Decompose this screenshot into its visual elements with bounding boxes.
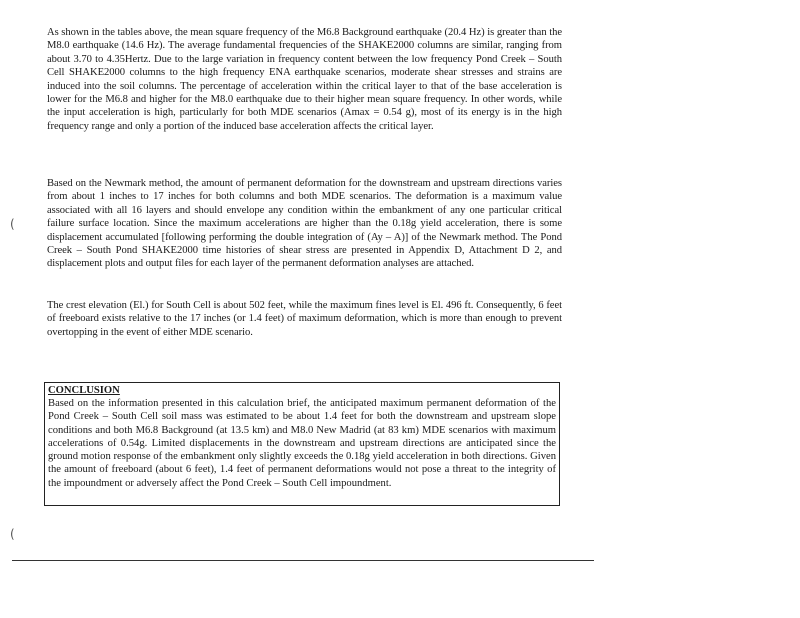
- paragraph-frequency-analysis: As shown in the tables above, the mean square frequency of the M6.8 Background earthquake (20.4 Hz) is greater than the M8.0 earthquake (14.6 Hz). The average fundamental frequencies of the SHAKE2000 columns are similar, ranging from about 3.70 to 4.35Hertz. Due to the large variation in frequency content between the low frequency Pond Creek – South Cell SHAKE2000 columns to the high frequency ENA earthquake scenarios, moderate shear stresses and strains are induced into the soil columns. The percentage of acceleration within the critical layer to that of the base acceleration is lower for the M6.8 and higher for the M8.0 earthquake due to their higher mean square frequency. In other words, while the input acceleration is high, particularly for both MDE scenarios (Amax = 0.54 g), most of its energy is in the high frequency range and only a portion of the induced base acceleration affects the critical layer.: [47, 27, 562, 132]
- paragraph-freeboard: The crest elevation (El.) for South Cell is about 502 feet, while the maximum fines level is El. 496 ft. Consequently, 6 feet of freeboard exists relative to the 17 inches (or 1.4 feet) of maximum deformation, which is more than enough to prevent overtopping in the event of either MDE scenario.: [47, 300, 562, 338]
- conclusion-body: Based on the information presented in this calculation brief, the anticipated maximum permanent deformation of the Pond Creek – South Cell soil mass was estimated to be about 1.4 feet for both the downstream and upstream slope conditions and both M6.8 Background (at 13.5 km) and M8.0 New Madrid (at 83 km) MDE scenarios with maximum accelerations of 0.54g. Limited displacements in the downstream and upstream directions are anticipated since the ground motion response of the embankment only slightly exceeds the 0.18g yield acceleration in both directions. Given the amount of freeboard (about 6 feet), 1.4 feet of permanent deformations would not pose a threat to the integrity of the impoundment or adversely affect the Pond Creek – South Cell impoundment.: [48, 398, 556, 489]
- conclusion-heading: CONCLUSION: [48, 385, 120, 396]
- paragraph-newmark-deformation: Based on the Newmark method, the amount of permanent deformation for the downstream and upstream directions varies from about 1 inches to 17 inches for both columns and both MDE scenarios. The deformation is a maximum value associated with all 16 layers and should envelope any condition within the embankment of any one particular critical failure surface location. Since the maximum accelerations are higher than the 0.18g yield acceleration, there is some displacement accumulated [following performing the double integration of (Ay – A)] of the Newmark method. The Pond Creek – South Pond SHAKE2000 time histories of shear stress are presented in Appendix D, Attachment D 2, and displacement plots and output files for each layer of the permanent deformation analyses are attached.: [47, 178, 562, 270]
- conclusion-box: [44, 382, 560, 506]
- page-bottom-rule: [12, 560, 594, 561]
- hole-punch-mark: (: [10, 527, 15, 541]
- hole-punch-mark: (: [10, 217, 15, 231]
